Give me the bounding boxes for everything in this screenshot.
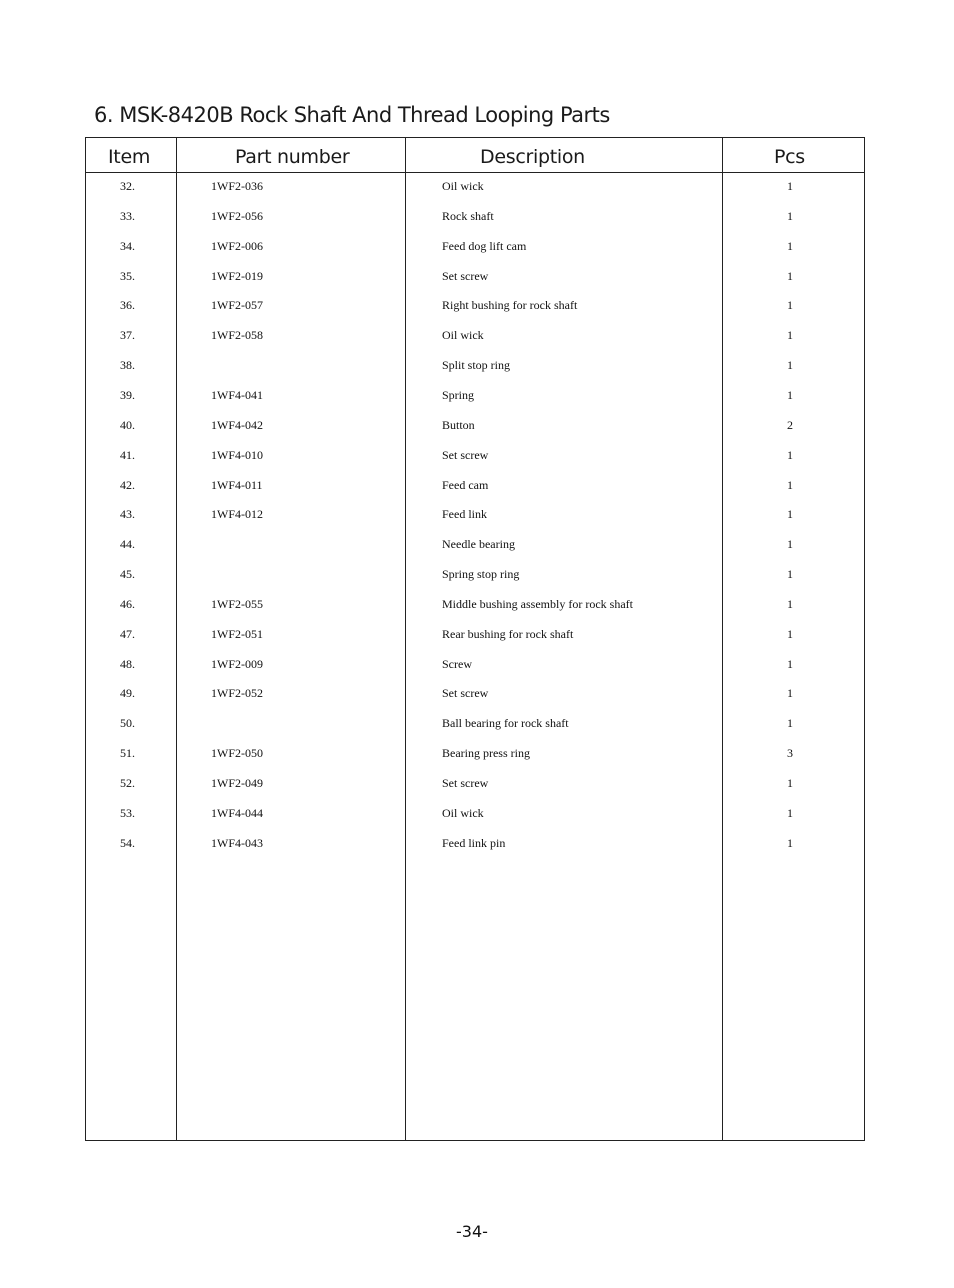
row-item: 33.	[120, 208, 135, 223]
row-part-number: 1WF2-050	[211, 746, 263, 761]
row-part-number: 1WF4-044	[211, 805, 263, 820]
header-divider	[86, 172, 864, 173]
row-item: 47.	[120, 626, 135, 641]
table-row	[86, 743, 864, 773]
row-pcs: 1	[787, 507, 793, 522]
row-description: Bearing press ring	[442, 746, 530, 761]
row-description: Oil wick	[442, 328, 484, 343]
row-description: Spring	[442, 387, 475, 402]
row-pcs: 1	[787, 537, 793, 552]
header-part-number: Part number	[235, 146, 350, 168]
row-part-number: 1WF2-019	[211, 268, 263, 283]
table-row	[86, 773, 864, 803]
table-row	[86, 624, 864, 654]
table-row	[86, 833, 864, 863]
row-item: 38.	[120, 358, 135, 373]
row-item: 52.	[120, 776, 135, 790]
row-item: 32.	[120, 179, 135, 193]
table-row	[86, 206, 864, 236]
row-pcs: 1	[787, 328, 793, 343]
row-pcs: 1	[787, 179, 793, 193]
row-item: 54.	[120, 835, 135, 850]
row-pcs: 1	[787, 686, 793, 701]
row-pcs: 1	[787, 358, 793, 373]
row-pcs: 1	[787, 208, 793, 223]
row-item: 35.	[120, 268, 135, 283]
row-pcs: 1	[787, 805, 793, 820]
row-description: Set screw	[442, 268, 489, 283]
table-row	[86, 475, 864, 505]
row-item: 46.	[120, 596, 135, 611]
row-description: Feed link	[442, 507, 487, 522]
row-item: 34.	[120, 238, 135, 253]
row-pcs: 1	[787, 447, 793, 462]
table-row	[86, 564, 864, 594]
table-row	[86, 415, 864, 445]
row-part-number: 1WF2-057	[211, 298, 263, 313]
table-row	[86, 266, 864, 296]
table-row	[86, 594, 864, 624]
row-part-number: 1WF2-009	[211, 656, 263, 671]
row-item: 41.	[120, 447, 135, 462]
table-row	[86, 683, 864, 713]
table-row	[86, 713, 864, 743]
header-item: Item	[108, 146, 151, 168]
row-pcs: 1	[787, 298, 793, 313]
row-pcs: 1	[787, 387, 793, 402]
row-description: Needle bearing	[442, 537, 515, 552]
row-description: Rear bushing for rock shaft	[442, 626, 574, 641]
table-row	[86, 176, 864, 206]
row-description: Right bushing for rock shaft	[442, 298, 578, 313]
row-pcs: 1	[787, 776, 793, 790]
row-pcs: 1	[787, 268, 793, 283]
row-description: Ball bearing for rock shaft	[442, 716, 569, 731]
row-item: 45.	[120, 567, 135, 582]
row-item: 42.	[120, 477, 135, 492]
row-item: 39.	[120, 387, 135, 402]
row-part-number: 1WF2-056	[211, 208, 263, 223]
row-part-number: 1WF4-042	[211, 417, 263, 432]
row-pcs: 1	[787, 656, 793, 671]
row-description: Oil wick	[442, 179, 484, 193]
row-part-number: 1WF2-051	[211, 626, 263, 641]
row-pcs: 1	[787, 596, 793, 611]
table-row	[86, 534, 864, 564]
row-pcs: 1	[787, 477, 793, 492]
row-item: 37.	[120, 328, 135, 343]
row-pcs: 2	[787, 417, 793, 432]
table-row	[86, 355, 864, 385]
row-description: Screw	[442, 656, 472, 671]
row-part-number: 1WF4-010	[211, 447, 263, 462]
row-item: 51.	[120, 746, 135, 761]
row-description: Spring stop ring	[442, 567, 520, 582]
row-part-number: 1WF4-012	[211, 507, 263, 522]
table-row	[86, 236, 864, 266]
row-item: 40.	[120, 417, 135, 432]
row-item: 44.	[120, 537, 135, 552]
table-row	[86, 445, 864, 475]
row-description: Feed dog lift cam	[442, 238, 527, 253]
header-description: Description	[480, 146, 585, 168]
table-row	[86, 295, 864, 325]
row-pcs: 1	[787, 716, 793, 731]
header-pcs: Pcs	[774, 146, 805, 168]
row-description: Set screw	[442, 776, 489, 790]
row-pcs: 1	[787, 238, 793, 253]
row-part-number: 1WF4-041	[211, 387, 263, 402]
row-part-number: 1WF2-036	[211, 179, 263, 193]
row-description: Set screw	[442, 447, 489, 462]
row-item: 36.	[120, 298, 135, 313]
row-part-number: 1WF2-055	[211, 596, 263, 611]
row-pcs: 1	[787, 626, 793, 641]
row-item: 50.	[120, 716, 135, 731]
row-description: Feed cam	[442, 477, 489, 492]
row-description: Feed link pin	[442, 835, 506, 850]
parts-table	[85, 137, 865, 1141]
row-description: Oil wick	[442, 805, 484, 820]
row-part-number: 1WF4-011	[211, 477, 263, 492]
row-description: Middle bushing assembly for rock shaft	[442, 596, 633, 611]
table-row	[86, 325, 864, 355]
row-description: Set screw	[442, 686, 489, 701]
row-item: 53.	[120, 805, 135, 820]
row-description: Split stop ring	[442, 358, 511, 373]
row-part-number: 1WF4-043	[211, 835, 263, 850]
page-title: 6. MSK-8420B Rock Shaft And Thread Looping Parts	[94, 103, 610, 127]
row-part-number: 1WF2-058	[211, 328, 263, 343]
row-item: 49.	[120, 686, 135, 701]
row-pcs: 1	[787, 567, 793, 582]
table-row	[86, 654, 864, 684]
page-number: -34-	[456, 1222, 488, 1241]
row-description: Rock shaft	[442, 208, 494, 223]
table-row	[86, 504, 864, 534]
row-description: Button	[442, 417, 475, 432]
row-item: 43.	[120, 507, 135, 522]
row-item: 48.	[120, 656, 135, 671]
row-pcs: 3	[787, 746, 793, 761]
table-row	[86, 803, 864, 833]
row-part-number: 1WF2-006	[211, 238, 263, 253]
row-part-number: 1WF2-049	[211, 776, 263, 790]
row-part-number: 1WF2-052	[211, 686, 263, 701]
table-row	[86, 385, 864, 415]
row-pcs: 1	[787, 835, 793, 850]
